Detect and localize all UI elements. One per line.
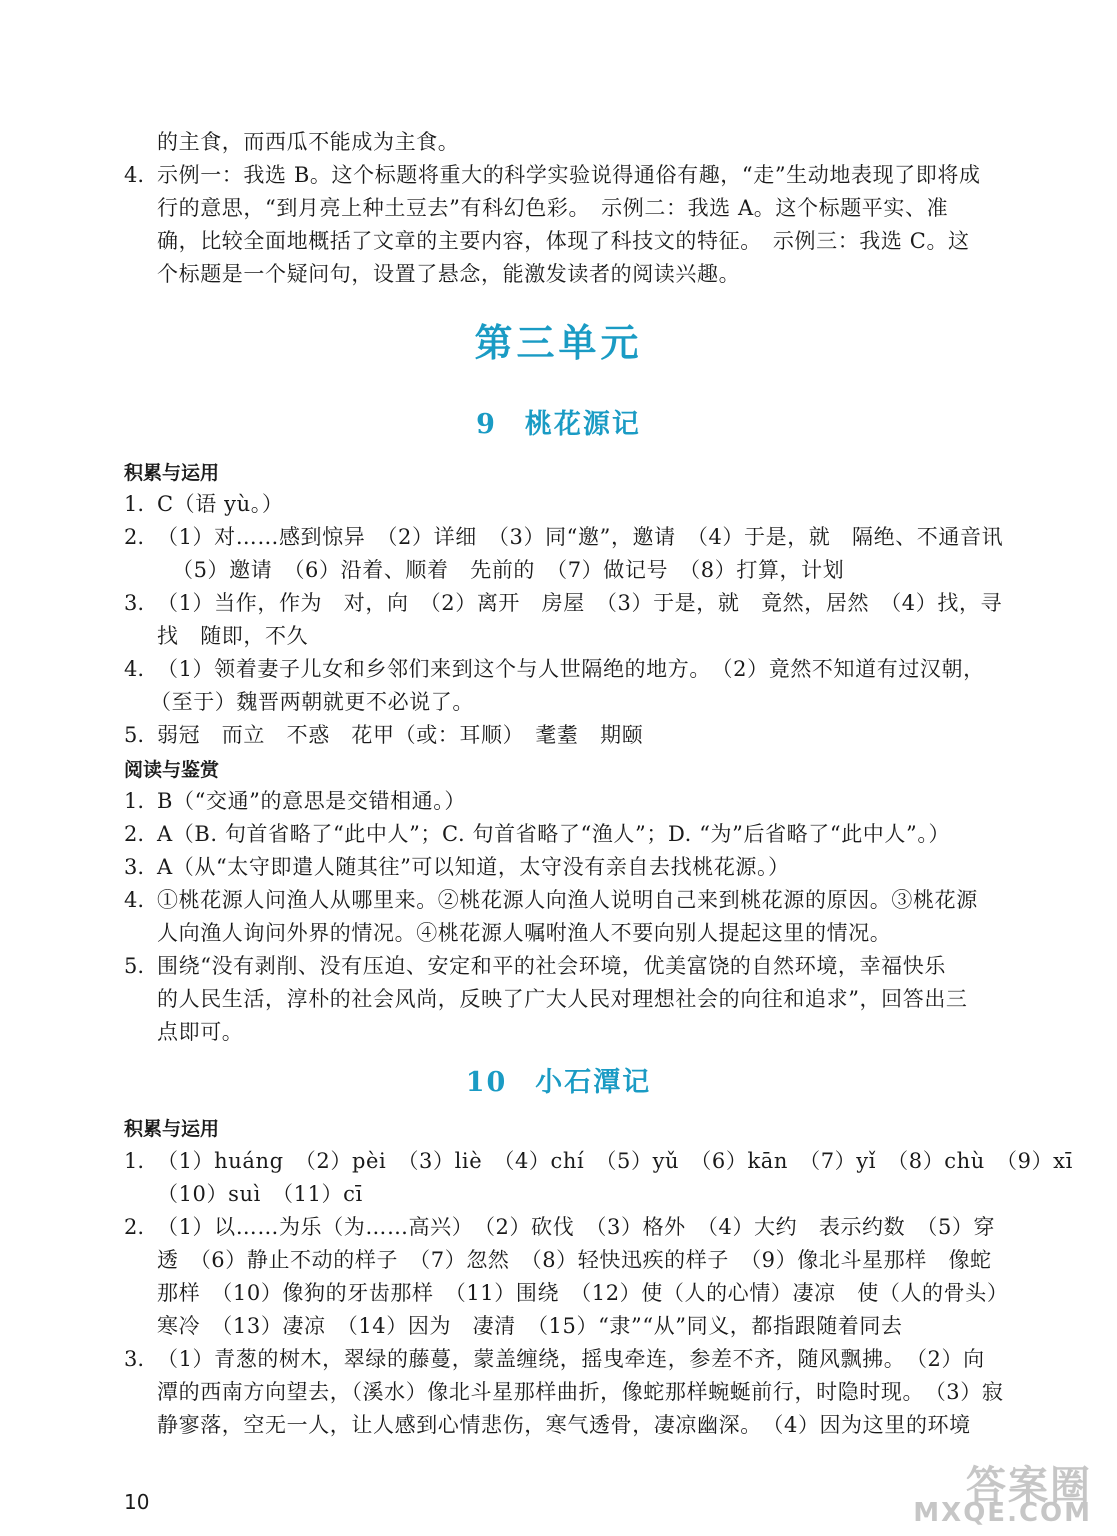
- text-line: 围绕“没有剥削、没有压迫、安定和平的社会环境，优美富饶的自然环境，幸福快乐: [157, 954, 946, 978]
- text-line: （至于）魏晋两朝就更不必说了。: [150, 690, 474, 714]
- item-number: 5.: [124, 954, 145, 978]
- text-line: ①桃花源人问渔人从哪里来。②桃花源人向渔人说明自己来到桃花源的原因。③桃花源: [157, 888, 978, 912]
- watermark-logo: 答案圈: [966, 1463, 1092, 1509]
- item-number: 5.: [124, 723, 145, 747]
- text-line: 找 随即，不久: [157, 624, 309, 648]
- watermark-url: MXQE.COM: [913, 1498, 1092, 1528]
- lesson-number: 9: [476, 409, 497, 440]
- section-heading: 积累与运用: [124, 462, 220, 484]
- text-line: A（从“太守即遣人随其往”可以知道，太守没有亲自去找桃花源。）: [157, 855, 790, 879]
- item-number: 2.: [124, 525, 145, 549]
- text-line: 透 （6）静止不动的样子 （7）忽然 （8）轻快迅疾的样子 （9）像北斗星那样 像蛇: [157, 1248, 992, 1272]
- text-line: （1）huáng （2）pèi （3）liè （4）chí （5）yǔ （6）kān （7）yǐ （8）chù （9）xī: [157, 1149, 1073, 1173]
- text-line: 潭的西南方向望去，（溪水）像北斗星那样曲折，像蛇那样蜿蜒前行，时隐时现。 （3）寂: [157, 1380, 1004, 1404]
- watermark: [838, 1458, 1100, 1528]
- item-number: 4.: [124, 888, 145, 912]
- item-number: 3.: [124, 591, 145, 615]
- text-line: （1）当作，作为 对，向 （2）离开 房屋 （3）于是，就 竟然，居然 （4）找，寻: [157, 591, 1003, 615]
- text-line: A（B. 句首省略了“此中人”；C. 句首省略了“渔人”；D. “为”后省略了“此中人”。）: [157, 822, 951, 846]
- text-line: 静寥落，空无一人，让人感到心情悲伤，寒气透骨，凄凉幽深。 （4）因为这里的环境: [157, 1413, 971, 1437]
- lesson-title: [0, 402, 1117, 441]
- text-line: 的主食，而西瓜不能成为主食。: [157, 130, 460, 154]
- lesson-number: 10: [465, 1067, 508, 1098]
- item-number: 1.: [124, 492, 145, 516]
- item-number: 1.: [124, 1149, 145, 1173]
- item-number: 1.: [124, 789, 145, 813]
- text-line: 示例一：我选 B。这个标题将重大的科学实验说得通俗有趣，“走”生动地表现了即将成: [157, 163, 981, 187]
- text-line: 个标题是一个疑问句，设置了悬念，能激发读者的阅读兴趣。: [157, 262, 741, 286]
- item-number: 3.: [124, 1347, 145, 1371]
- item-number: 2.: [124, 822, 145, 846]
- text-line: 的人民生活，淳朴的社会风尚，反映了广大人民对理想社会的向往和追求”，回答出三: [157, 987, 968, 1011]
- text-line: （10）suì （11）cī: [157, 1182, 363, 1206]
- lesson-name: 小石潭记: [535, 1067, 652, 1098]
- item-number: 4.: [124, 657, 145, 681]
- text-line: 弱冠 而立 不惑 花甲（或：耳顺） 耄耋 期颐: [157, 723, 644, 747]
- text-line: C（语 yù。）: [157, 492, 284, 516]
- text-line: （1）青葱的树木，翠绿的藤蔓，蒙盖缠绕，摇曳牵连，参差不齐，随风飘拂。 （2）向: [157, 1347, 985, 1371]
- text-line: 人向渔人询问外界的情况。④桃花源人嘱咐渔人不要向别人提起这里的情况。: [157, 921, 892, 945]
- section-heading: 阅读与鉴赏: [124, 759, 220, 781]
- text-line: （1）以……为乐（为……高兴） （2）砍伐 （3）格外 （4）大约 表示约数 （5）穿: [157, 1215, 996, 1239]
- text-line: 点即可。: [157, 1020, 244, 1044]
- text-line: （5）邀请 （6）沿着、顺着 先前的 （7）做记号 （8）打算，计划: [172, 558, 845, 582]
- section-heading: 积累与运用: [124, 1118, 220, 1140]
- text-line: 寒冷 （13）凄凉 （14）因为 凄清 （15）“隶”“从”同义，都指跟随着同去: [157, 1314, 903, 1338]
- text-line: B（“交通”的意思是交错相通。）: [157, 789, 467, 813]
- text-line: 行的意思，“到月亮上种土豆去”有科幻色彩。 示例二：我选 A。这个标题平实、准: [157, 196, 949, 220]
- lesson-title: [0, 1060, 1117, 1099]
- text-line: （1）对……感到惊异 （2）详细 （3）同“邀”，邀请 （4）于是，就 隔绝、不通音讯: [157, 525, 1004, 549]
- item-number: 4.: [124, 163, 145, 187]
- item-number: 2.: [124, 1215, 145, 1239]
- unit-title: 第三单元: [474, 320, 643, 365]
- text-line: 那样 （10）像狗的牙齿那样 （11）围绕 （12）使（人的心情）凄凉 使（人的骨头）: [157, 1281, 1009, 1305]
- text-line: （1）领着妻子儿女和乡邻们来到这个与人世隔绝的地方。 （2）竟然不知道有过汉朝，: [157, 657, 985, 681]
- lesson-name: 桃花源记: [524, 409, 641, 440]
- page-number: 10: [124, 1490, 150, 1514]
- item-number: 3.: [124, 855, 145, 879]
- text-line: 确，比较全面地概括了文章的主要内容，体现了科技文的特征。 示例三：我选 C。这: [157, 229, 970, 253]
